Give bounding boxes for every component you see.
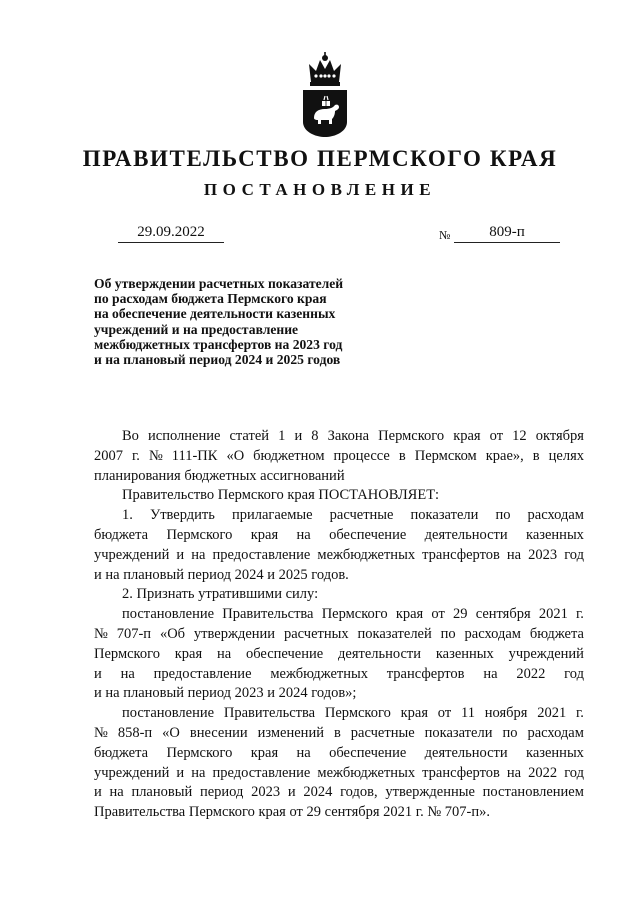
body-line [94,625,584,645]
body-line: и на плановый период 2023 и 2024 годов»; [94,685,357,702]
word: обеспечение [246,645,324,662]
word: и [287,784,296,801]
word: на [296,744,311,761]
word: предоставление [153,665,252,682]
word: г. [576,705,584,722]
word: расходам [527,507,584,524]
word: по [502,724,518,741]
word: деятельности [338,645,422,662]
word: трансфертов [422,764,500,781]
body-line [94,665,584,685]
word: в [398,447,406,464]
word: Пермском [414,447,477,464]
word: на [109,784,124,801]
word: края [400,705,429,722]
word: «Об [159,625,186,642]
word: края [395,606,424,623]
word: на [296,526,311,543]
word: на [191,764,206,781]
word: плановый [131,784,193,801]
body-line [94,427,584,447]
word: по [495,507,511,524]
document-body [94,427,584,823]
word: расчетные [350,724,415,741]
word: края [174,645,203,662]
word: на [483,665,498,682]
heading-line: на обеспечение деятельности казенных [94,306,336,322]
word: 1. [122,507,133,524]
body-line [94,645,584,665]
body-line [94,724,584,744]
word: «О [162,724,180,741]
word: на [506,546,522,563]
word: расходам [527,724,584,741]
word: № [94,724,108,741]
word: обеспечение [329,526,407,543]
word: 8 [311,428,319,444]
word: и [94,665,102,682]
word: края [250,526,279,543]
word: 2023 [528,546,558,563]
word: обеспечение [329,744,407,761]
word: и [94,784,102,801]
word: края [453,428,481,444]
word: исполнение [148,428,221,444]
word: учреждений [508,645,584,662]
word: Во [122,428,139,444]
heading-line: учреждений и на предоставление [94,321,299,337]
word: Утвердить [149,507,215,524]
word: межбюджетных [317,546,416,563]
word: предоставление [212,546,311,563]
word: и [294,428,303,444]
word: на [191,546,206,563]
body-line: и на плановый период 2024 и 2025 годов. [94,566,349,583]
word: октября [535,428,584,444]
word: казенных [526,526,584,543]
word: ноября [484,705,528,722]
body-line: планирования бюджетных ассигнований [94,467,345,484]
word: учреждений [94,546,170,563]
word: 858-п [117,724,153,741]
word: показатели [410,507,479,524]
document-number: 809-п [454,224,560,243]
body-line [94,764,584,784]
word: и [176,764,185,781]
body-line: Правительства Пермского края от 29 сентября 2021 г. № 707-п». [94,804,491,821]
body-line [94,506,584,526]
heading-line: межбюджетных трансфертов на 2023 год [94,336,343,352]
word: Пермского [321,606,388,623]
word: г. [132,447,140,464]
word: казенных [526,744,584,761]
word: учреждений [94,764,170,781]
word: постановлением [482,784,584,801]
word: Правительства [222,606,314,623]
word: 2022 [528,764,558,781]
word: деятельности [424,526,508,543]
word: утвержденные [385,784,475,801]
word: год [564,764,584,781]
word: 11 [460,705,475,722]
word: от [489,428,504,444]
word: период [199,784,244,801]
heading-line: по расходам бюджета Пермского края [94,291,327,307]
word: 1 [278,428,286,444]
word: Правительства [223,705,316,722]
word: бюджетном [253,447,325,464]
word: постановление [122,705,215,722]
word: 111-ПК [171,447,218,464]
word: сентября [475,606,531,623]
word: Пермского [324,705,391,722]
word: Пермского [166,744,233,761]
word: Пермского [378,428,445,444]
word: прилагаемые [231,507,313,524]
word: год [564,665,584,682]
word: в [532,447,540,464]
government-title: ПРАВИТЕЛЬСТВО ПЕРМСКОГО КРАЯ [82,146,558,171]
word: целях [548,447,584,464]
body-line [94,783,584,803]
body-line [94,526,584,546]
word: деятельности [424,744,508,761]
word: 2022 [516,665,546,682]
body-line: Правительство Пермского края ПОСТАНОВЛЯЕТ: [122,487,440,504]
word: казенных [435,645,494,662]
word: бюджета [94,526,149,543]
body-line [94,546,584,566]
body-line [94,605,584,625]
word: годов, [340,784,378,801]
word: Пермского [94,645,160,662]
word: на [120,665,135,682]
word: расходам [464,625,521,642]
word: показателей [357,625,432,642]
word: на [506,764,522,781]
word: от [431,606,445,623]
word: по [440,625,456,642]
word: от [437,705,452,722]
document-date: 29.09.2022 [118,224,224,243]
word: 29 [453,606,468,623]
word: расчетные [329,507,394,524]
word: 707-п [116,625,152,642]
body-line [94,447,584,467]
word: предоставление [212,764,311,781]
word: постановление [122,606,215,623]
word: Закона [327,428,370,444]
word: 2007 [94,447,123,464]
number-sign: № [439,228,451,242]
word: № [148,447,163,464]
body-line [94,704,584,724]
word: трансфертов [422,546,500,563]
word: Пермского [166,526,233,543]
word: внесении [189,724,248,741]
word: процессе [333,447,390,464]
word: изменений [257,724,324,741]
heading-line: Об утверждении расчетных показателей [94,276,344,291]
word: трансфертов [386,665,465,682]
word: 2021 [537,705,567,722]
word: «О [226,447,245,464]
heading-line: и на плановый период 2024 и 2025 годов [94,352,341,368]
word: показатели [424,724,493,741]
document-kind: ПОСТАНОВЛЕНИЕ [203,180,437,199]
body-line [94,744,584,764]
word: 2024 [303,784,333,801]
word: 2023 [251,784,281,801]
word: расчетных [283,625,349,642]
word: в [333,724,341,741]
document-heading [94,276,394,367]
word: и [176,546,185,563]
word: бюджета [529,625,584,642]
body-line: 2. Признать утратившими силу: [122,586,319,603]
perm-krai-coat-of-arms-icon [302,52,348,138]
word: края [250,744,279,761]
word: утверждении [193,625,276,642]
word: межбюджетных [317,764,416,781]
word: межбюджетных [270,665,368,682]
word: 12 [512,428,527,444]
word: г. [576,606,584,623]
word: на [216,645,232,662]
word: № [94,625,108,642]
word: 2021 [538,606,568,623]
word: крае», [485,447,524,464]
word: бюджета [94,744,149,761]
word: статей [229,428,270,444]
word: год [564,546,584,563]
